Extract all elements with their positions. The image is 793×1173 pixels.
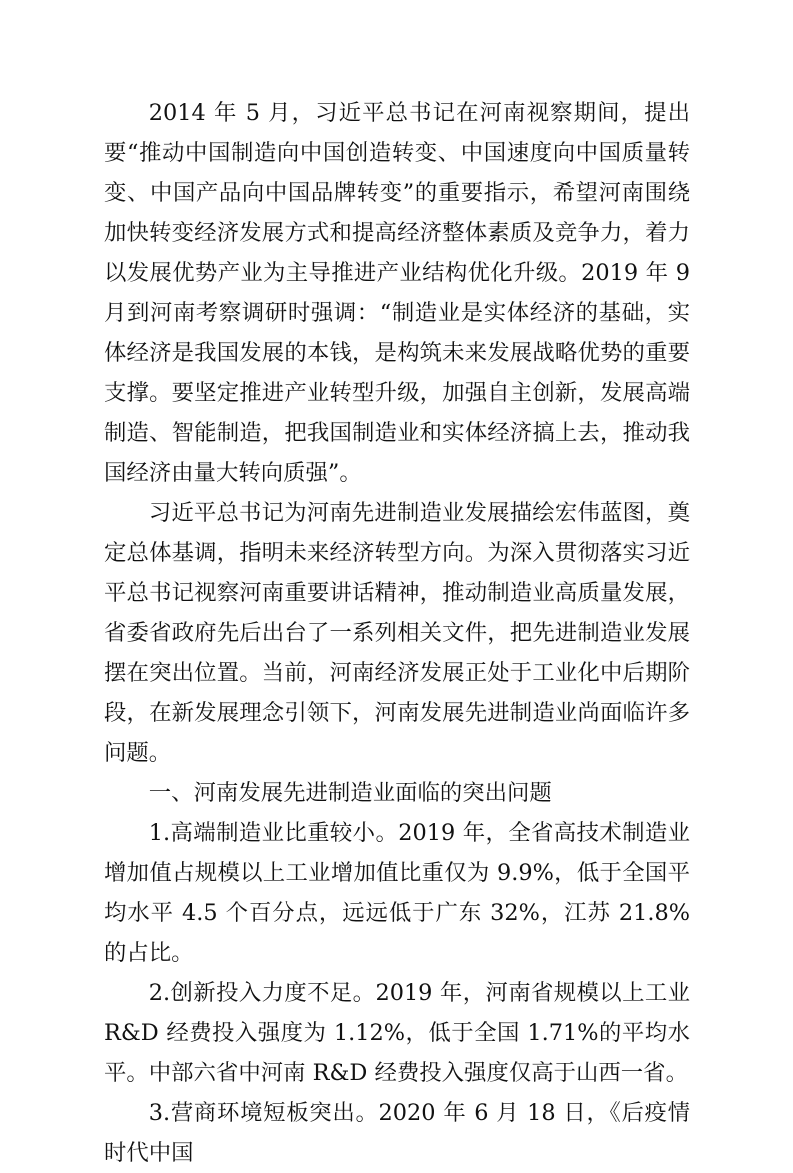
paragraph-blueprint: 习近平总书记为河南先进制造业发展描绘宏伟蓝图，奠定总体基调，指明未来经济转型方向。为深入贯彻落实习近平总书记视察河南重要讲话精神，推动制造业高质量发展，省委省政府先后出台了一系列相关文件，把先进制造业发展摆在突出位置。当前，河南经济发展正处于工业化中后期阶段，在新发展理念引领下，河南发展先进制造业尚面临许多问题。 bbox=[104, 500, 690, 766]
paragraph-point-1: 1.高端制造业比重较小。2019 年，全省高技术制造业增加值占规模以上工业增加值比重仅为 9.9%，低于全国平均水平 4.5 个百分点，远远低于广东 32%，江苏 21.8%的占比。 bbox=[104, 820, 690, 966]
paragraph-point-3: 3.营商环境短板突出。2020 年 6 月 18 日，《后疫情时代中国 bbox=[104, 1100, 690, 1166]
paragraph-intro: 2014 年 5 月，习近平总书记在河南视察期间，提出要“推动中国制造向中国创造转变、中国速度向中国质量转变、中国产品向中国品牌转变”的重要指示，希望河南围绕加快转变经济发展方式和提高经济整体素质及竞争力，着力以发展优势产业为主导推进产业结构优化升级。2019 年 9 月到河南考察调研时强调：“制造业是实体经济的基础，实体经济是我国发展的本钱，是构筑未来发展战略优势的重要支撑。要坚定推进产业转型升级，加强自主创新，发展高端制造、智能制造，把我国制造业和实体经济搞上去，推动我国经济由量大转向质强”。 bbox=[104, 100, 690, 486]
paragraph-point-2: 2.创新投入力度不足。2019 年，河南省规模以上工业 R&D 经费投入强度为 1.12%，低于全国 1.71%的平均水平。中部六省中河南 R&D 经费投入强度仅高于山西一省。 bbox=[104, 980, 690, 1086]
body-text bbox=[104, 93, 690, 1173]
section-heading: 一、河南发展先进制造业面临的突出问题 bbox=[148, 780, 552, 806]
